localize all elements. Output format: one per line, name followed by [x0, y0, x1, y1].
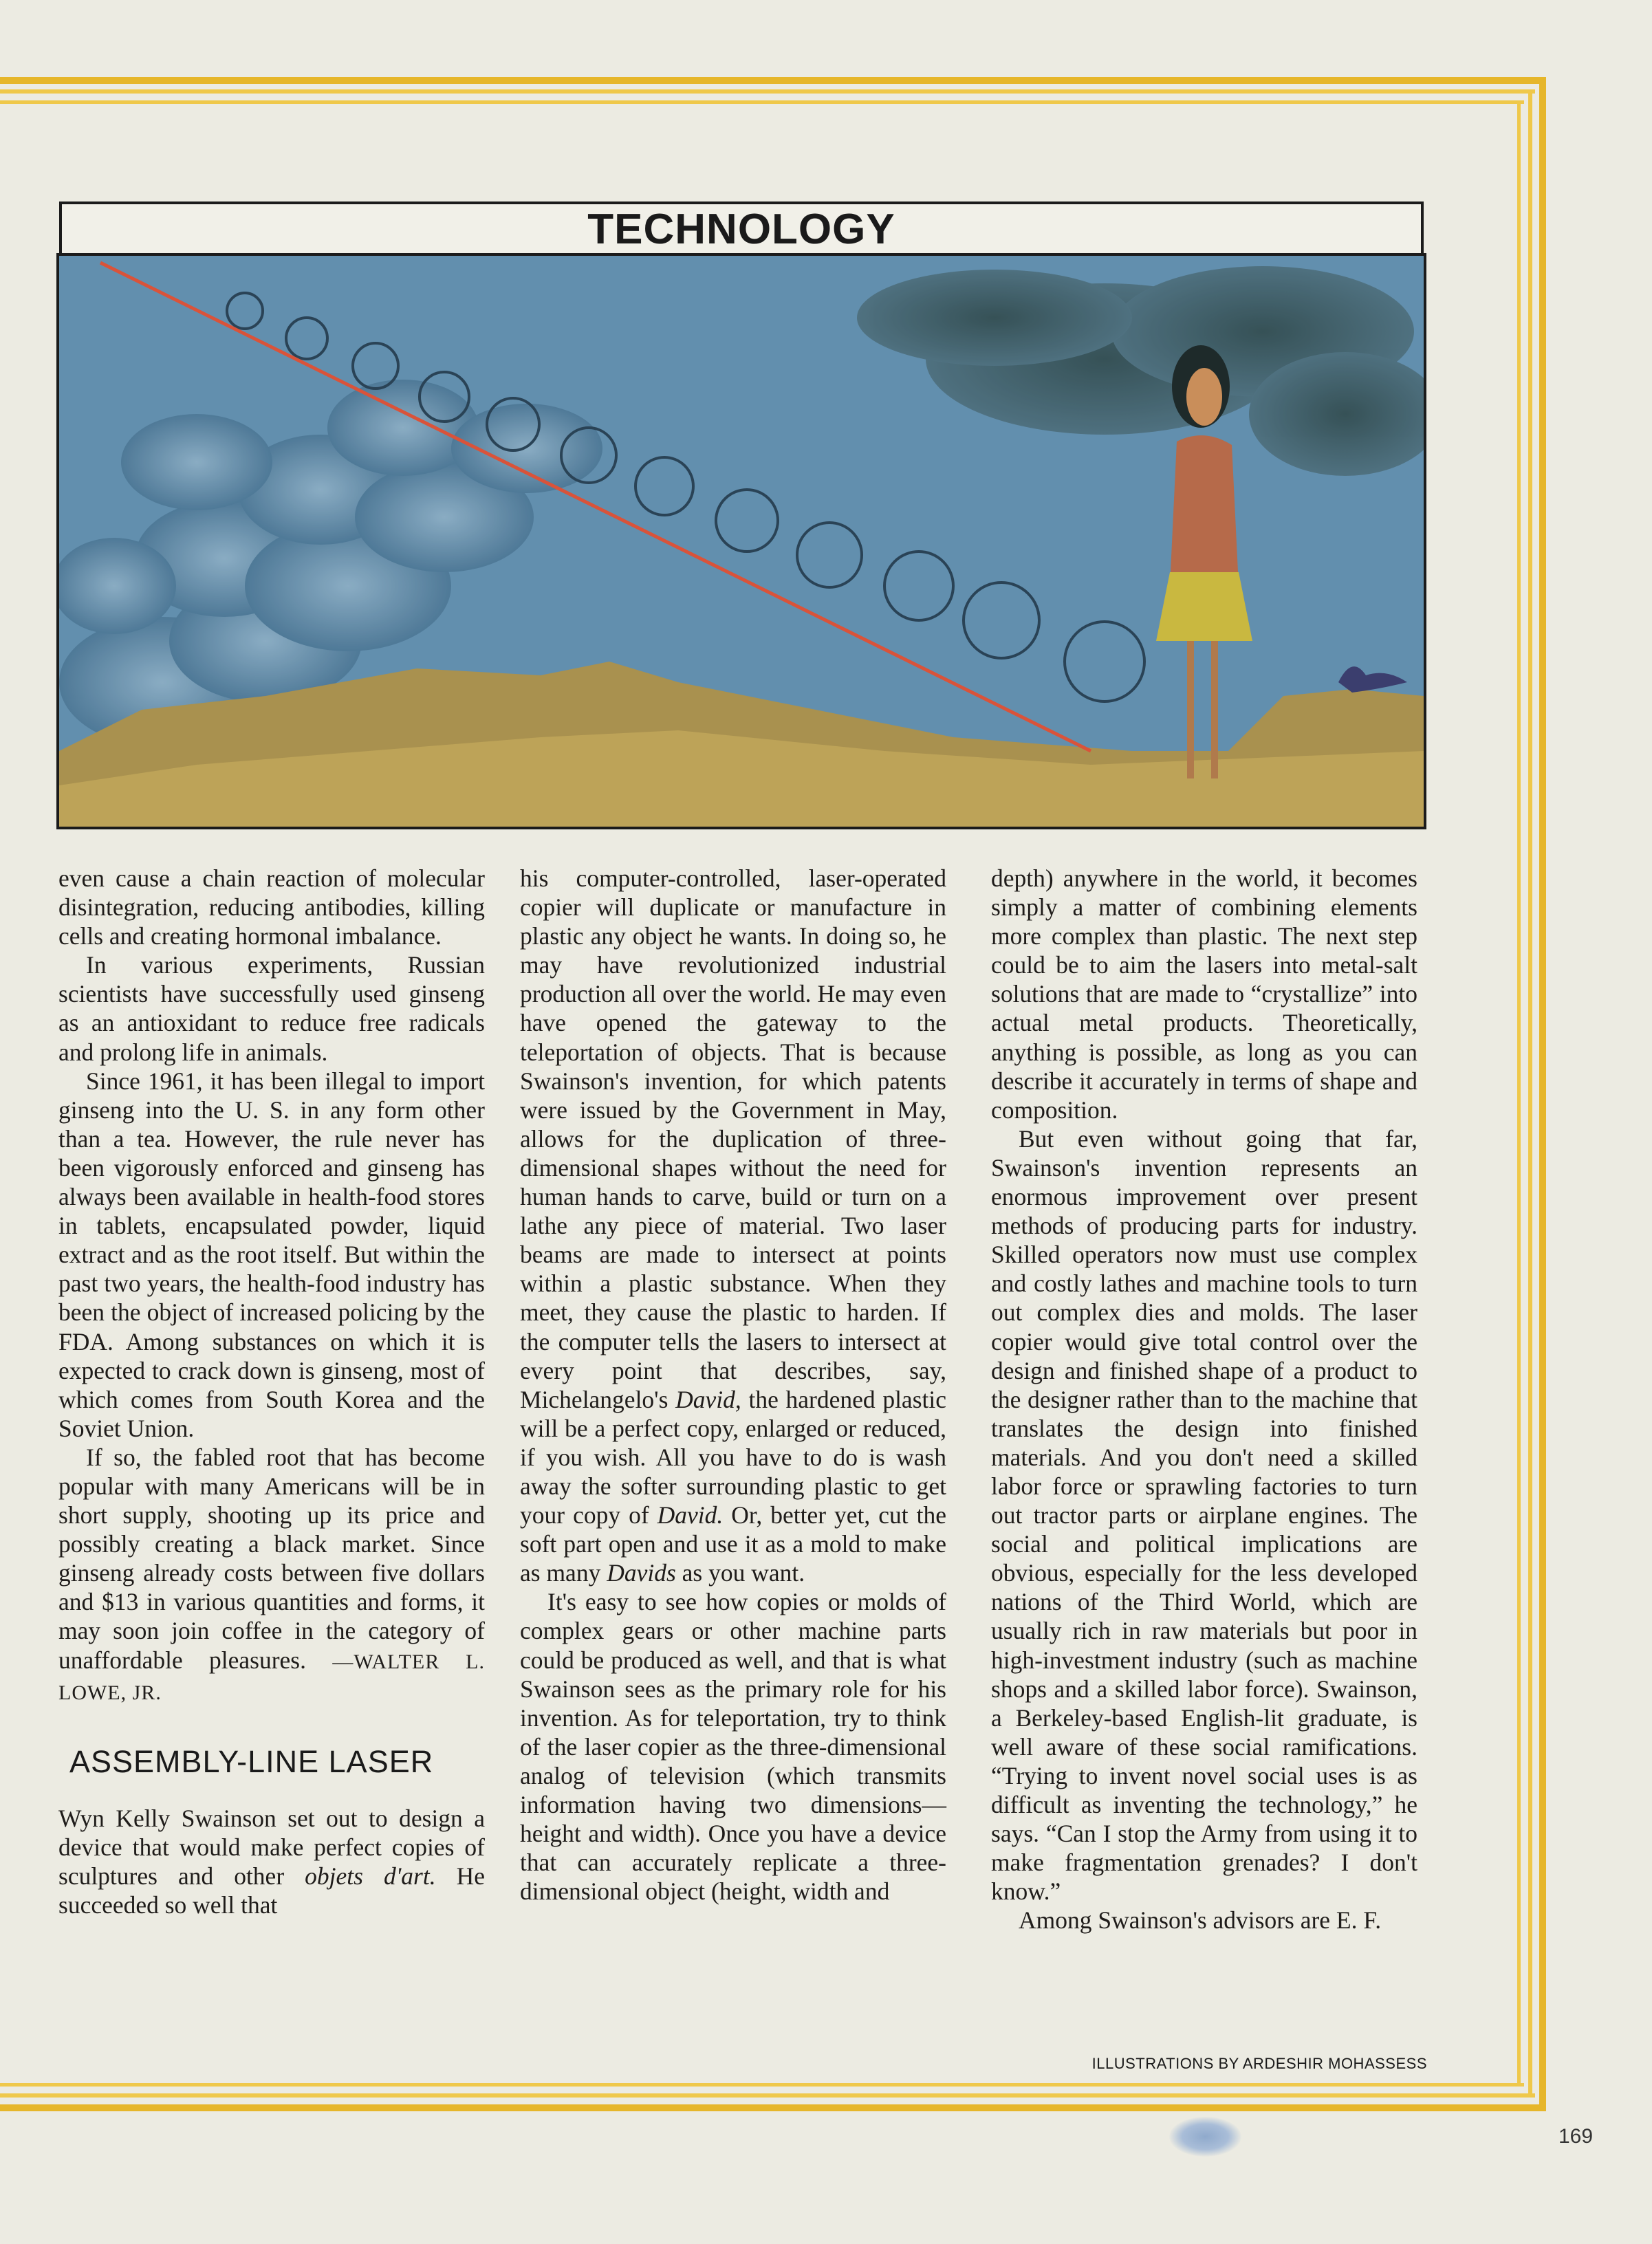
col1-paragraph-4-text: If so, the fabled root that has become popular with many Americans will be in short supply, shooting up its price and possibly creating a black market. Since ginseng already costs between five dollars and $13 in various quantities and forms, it may soon join coffee in the category of unaffordable pleasures.	[58, 1443, 485, 1674]
ink-blot-mark	[1169, 2117, 1241, 2157]
frame-top-bar-inner	[0, 89, 1535, 94]
illustration-credit: ILLUSTRATIONS BY ARDESHIR MOHASSESS	[1091, 2055, 1427, 2072]
col2-p1-d: as you want.	[675, 1559, 805, 1587]
frame-bottom-bar	[0, 2104, 1546, 2111]
article-column-1	[58, 864, 485, 1919]
col1-paragraph-3: Since 1961, it has been illegal to import ginseng into the U. S. in any form other than a tea. However, the rule never has been vigorously enforced and ginseng has always been available in health-food stores in tablets, encapsulated powder, liquid extract and as the root itself. But within the past two years, the health-food industry has been the object of increased policing by the FDA. Among substances on which it is expected to crack down is ginseng, most of which comes from South Korea and the Soviet Union.	[58, 1067, 485, 1442]
frame-bottom-bar-inner	[0, 2093, 1535, 2098]
article-column-2	[520, 864, 946, 1906]
illustration-svg	[59, 256, 1424, 827]
col1-p5-end: He succeeded so well that	[58, 1862, 485, 1919]
col1-paragraph-5	[58, 1804, 485, 1919]
laser-gears-figure-illustration	[56, 253, 1426, 829]
col1-paragraph-4	[58, 1443, 485, 1708]
col1-p5-italic: objets d'art.	[305, 1862, 436, 1890]
section-heading-assembly-line-laser: ASSEMBLY-LINE LASER	[69, 1743, 434, 1779]
frame-right-bar-inner	[1528, 89, 1532, 2098]
section-header-box	[59, 201, 1424, 257]
col2-p1-italic-1: David,	[675, 1385, 741, 1413]
col3-paragraph-3: Among Swainson's advisors are E. F.	[1019, 1906, 1382, 1935]
col1-p5-start: Wyn Kelly Swainson set out to design a device that would make perfect copies of sculptures and other	[58, 1804, 485, 1890]
col2-p1-italic-3: Davids	[607, 1559, 676, 1587]
frame-right-bar-inner2	[1517, 100, 1521, 2087]
author-signature: —WALTER L. LOWE, JR.	[58, 1650, 485, 1704]
col2-p1-italic-2: David.	[657, 1501, 724, 1529]
col2-p1-c: Or, better yet, cut the soft part open and use it as a mold to make as many	[520, 1501, 946, 1587]
section-title: TECHNOLOGY	[587, 205, 895, 253]
col3-paragraph-2: But even without going that far, Swainson's invention represents an enormous improvement over present methods of producing parts for industry. Skilled operators now must use complex and costly lathes and machine tools to turn out complex dies and molds. The laser copier would give total control over the design and finished shape of a product to the designer rather than to the machine that translates the design into finished materials. And you don't need a skilled labor force or sprawling factories to turn out tractor parts or airplane engines. The social and political implications are obvious, especially for the less developed nations of the Third World, which are usually rich in raw materials but poor in high-investment industry (such as machine shops and a skilled labor force). Swainson, a Berkeley-based English-lit graduate, is well aware of these social ramifications. “Trying to invent novel social uses is as difficult as inventing the technology,” he says. “Can I stop the Army from using it to make fragmentation grenades? I don't know.”	[991, 1124, 1417, 1906]
frame-top-bar-inner2	[0, 100, 1524, 104]
article-column-3	[991, 864, 1417, 1935]
col2-p1-a: his computer-controlled, laser-operated copier will duplicate or manufacture in plastic any object he wants. In doing so, he may have revolutionized industrial production all over the world. He may even have opened the gateway to the teleportation of objects. That is because Swainson's invention, for which patents were issued by the Government in May, allows for the duplication of three-dimensional shapes without the need for human hands to carve, build or turn on a lathe any piece of material. Two laser beams are made to intersect at points within a plastic substance. When they meet, they cause the plastic to harden. If the computer tells the lasers to intersect at every point that describes, say, Michelangelo's	[520, 864, 946, 1413]
col2-paragraph-2: It's easy to see how copies or molds of complex gears or other machine parts could be produced as well, and that is what Swainson sees as the primary role for his invention. As for teleportation, try to think of the laser copier as the three-dimensional analog of television (which transmits information having two dimensions—height and width). Once you have a device that can accurately replicate a three-dimensional object (height, width and	[520, 1588, 946, 1906]
page-number: 169	[1558, 2125, 1594, 2148]
frame-bottom-bar-inner2	[0, 2083, 1524, 2087]
col1-paragraph-1: even cause a chain reaction of molecular disintegration, reducing antibodies, killing cells and creating hormonal imbalance.	[58, 864, 485, 950]
frame-top-bar	[0, 77, 1546, 84]
col2-paragraph-1	[520, 864, 946, 1587]
col3-paragraph-1: depth) anywhere in the world, it becomes simply a matter of combining elements more complex than plastic. The next step could be to aim the lasers into metal-salt solutions that are made to “crystallize” into actual metal products. Theoretically, anything is possible, as long as you can describe it accurately in terms of shape and composition.	[991, 864, 1417, 1124]
col2-p1-b: the hardened plastic will be a perfect copy, enlarged or reduced, if you wish. All you have to do is wash away the softer surrounding plastic to get your copy of	[520, 1385, 946, 1529]
frame-right-bar	[1539, 77, 1546, 2111]
col1-paragraph-2: In various experiments, Russian scientists have successfully used ginseng as an antioxidant to reduce free radicals and prolong life in animals.	[58, 951, 485, 1066]
